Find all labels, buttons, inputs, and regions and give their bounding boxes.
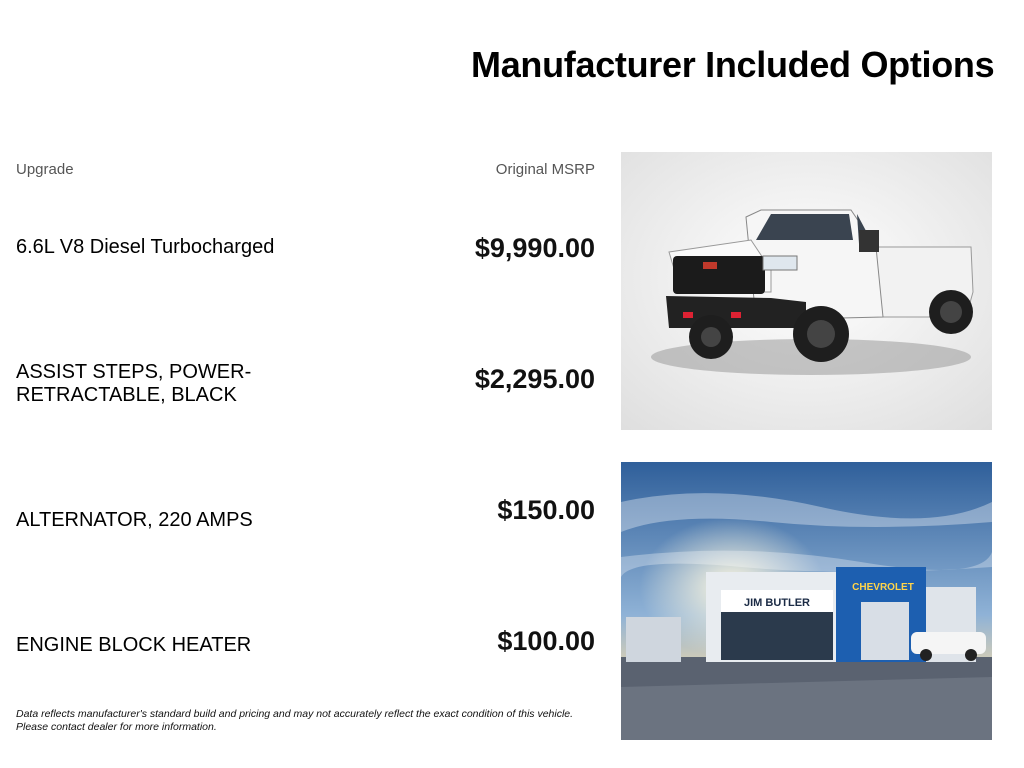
option-price: $9,990.00 (474, 233, 595, 263)
page-title: Manufacturer Included Options (471, 44, 995, 85)
disclaimer-line-1: Data reflects manufacturer's standard build and pricing and may not accurately reflect the exact condition of this vehicle. (16, 708, 574, 720)
disclaimer (16, 708, 606, 733)
option-name: ASSIST STEPS, POWER- RETRACTABLE, BLACK (16, 361, 252, 406)
option-name: ALTERNATOR, 220 AMPS (16, 509, 253, 531)
option-price: $100.00 (497, 626, 595, 656)
dealer-sign-left: JIM BUTLER (744, 597, 810, 609)
disclaimer-line-2: Please contact dealer for more information. (16, 720, 217, 733)
pickup-truck-icon (621, 152, 992, 430)
option-price: $150.00 (497, 495, 595, 525)
option-price: $2,295.00 (474, 364, 595, 394)
option-name: ENGINE BLOCK HEATER (16, 634, 252, 656)
option-name: 6.6L V8 Diesel Turbocharged (16, 236, 275, 258)
upgrade-column-header: Upgrade (16, 161, 74, 178)
truck-photo (621, 152, 992, 430)
msrp-column-header: Original MSRP (495, 161, 595, 178)
dealership-building-icon (621, 462, 992, 740)
dealership-photo (621, 462, 992, 740)
dealer-sign-right: CHEVROLET (852, 582, 914, 593)
